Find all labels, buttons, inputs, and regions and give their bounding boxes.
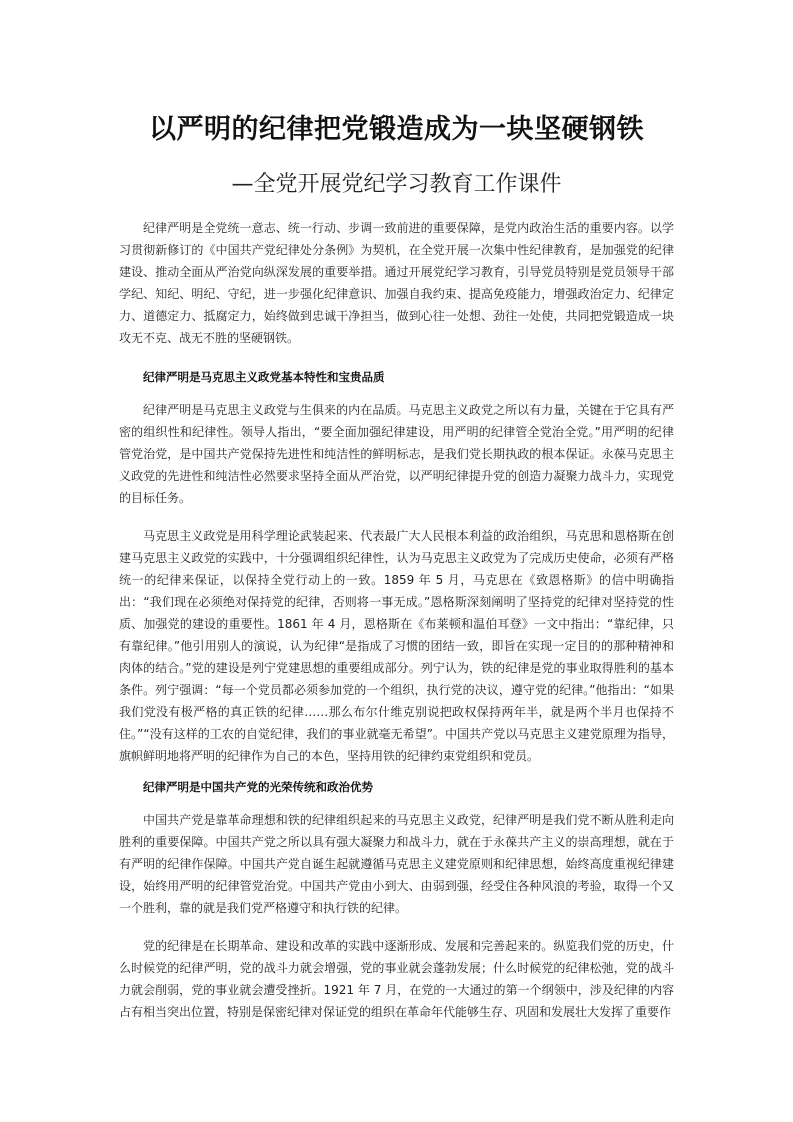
- document-title: 以严明的纪律把党锻造成为一块坚硬钢铁: [149, 114, 644, 145]
- section-heading: 纪律严明是中国共产党的光荣传统和政治优势: [143, 780, 373, 794]
- section-paragraph: 马克思主义政党是用科学理论武装起来、代表最广大人民根本利益的政治组织，马克思和恩格斯在创建马克思主义政党的实践中，十分强调组织纪律性，认为马克思主义政党为了完成历史使命，必须有严格统一的纪律来保证，以保持全党行动上的一致。1859 年 5 月，马克思在《致恩格斯》的信中明确指出：“我们现在必须绝对保持党的纪律，否则将一事无成。”恩格斯深刻阐明了坚持党的纪律对坚持党的性质、加强党的建设的重要性。1861 年 4 月，恩格斯在《布莱顿和温伯耳登》一文中指出：“靠纪律，只有靠纪律。”他引用别人的演说，认为纪律“是指成了习惯的团结一致，即旨在实现一定目的的那种精神和肉体的结合。”党的建设是列宁党建思想的重要组成部分。列宁认为，铁的纪律是党的事业取得胜利的基本条件。列宁强调：“每一个党员都必须参加党的一个组织，执行党的决议，遵守党的纪律。”他指出：“如果我们党没有极严格的真正铁的纪律……那么布尔什维克别说把政权保持两年半，就是两个半月也保持不住。”“没有这样的工农的自觉纪律，我们的事业就毫无希望”。中国共产党以马克思主义建党原理为指导，旗帜鲜明地将严明的纪律作为自己的本色，坚持用铁的纪律约束党组织和党员。: [119, 529, 674, 763]
- section-heading: 纪律严明是马克思主义政党基本特性和宝贵品质: [143, 370, 385, 384]
- document-subtitle: —全党开展党纪学习教育工作课件: [231, 172, 562, 197]
- section-paragraph: 党的纪律是在长期革命、建设和改革的实践中逐渐形成、发展和完善起来的。纵览我们党的历史，什么时候党的纪律严明，党的战斗力就会增强，党的事业就会蓬勃发展；什么时候党的纪律松弛，党的战斗力就会削弱，党的事业就会遭受挫折。1921 年 7 月，在党的一大通过的第一个纲领中，涉及纪律的内容占有相当突出位置，特别是保密纪律对保证党的组织在革命年代能够生存、巩固和发展壮大发挥了重要作: [119, 939, 674, 1019]
- section-paragraph: 纪律严明是马克思主义政党与生俱来的内在品质。马克思主义政党之所以有力量，关键在于它具有严密的组织性和纪律性。领导人指出，“要全面加强纪律建设，用严明的纪律管全党治全党。”用严明的纪律管党治党，是中国共产党保持先进性和纯洁性的鲜明标志，是我们党长期执政的根本保证。永葆马克思主义政党的先进性和纯洁性必然要求坚持全面从严治党，以严明纪律提升党的创造力凝聚力战斗力，实现党的目标任务。: [119, 403, 674, 505]
- intro-paragraph: 纪律严明是全党统一意志、统一行动、步调一致前进的重要保障，是党内政治生活的重要内容。以学习贯彻新修订的《中国共产党纪律处分条例》为契机，在全党开展一次集中性纪律教育，是加强党的纪律建设、推动全面从严治党向纵深发展的重要举措。通过开展党纪学习教育，引导党员特别是党员领导干部学纪、知纪、明纪、守纪，进一步强化纪律意识、加强自我约束、提高免疫能力，增强政治定力、纪律定力、道德定力、抵腐定力，始终做到忠诚干净担当，做到心往一处想、劲往一处使，共同把党锻造成一块攻无不克、战无不胜的坚硬钢铁。: [119, 221, 674, 345]
- section-paragraph: 中国共产党是靠革命理想和铁的纪律组织起来的马克思主义政党，纪律严明是我们党不断从胜利走向胜利的重要保障。中国共产党之所以具有强大凝聚力和战斗力，就在于永葆共产主义的崇高理想，就在于有严明的纪律作保障。中国共产党自诞生起就遵循马克思主义建党原则和纪律思想，始终高度重视纪律建设，始终用严明的纪律管党治党。中国共产党由小到大、由弱到强，经受住各种风浪的考验，取得一个又一个胜利，靠的就是我们党严格遵守和执行铁的纪律。: [119, 813, 674, 915]
